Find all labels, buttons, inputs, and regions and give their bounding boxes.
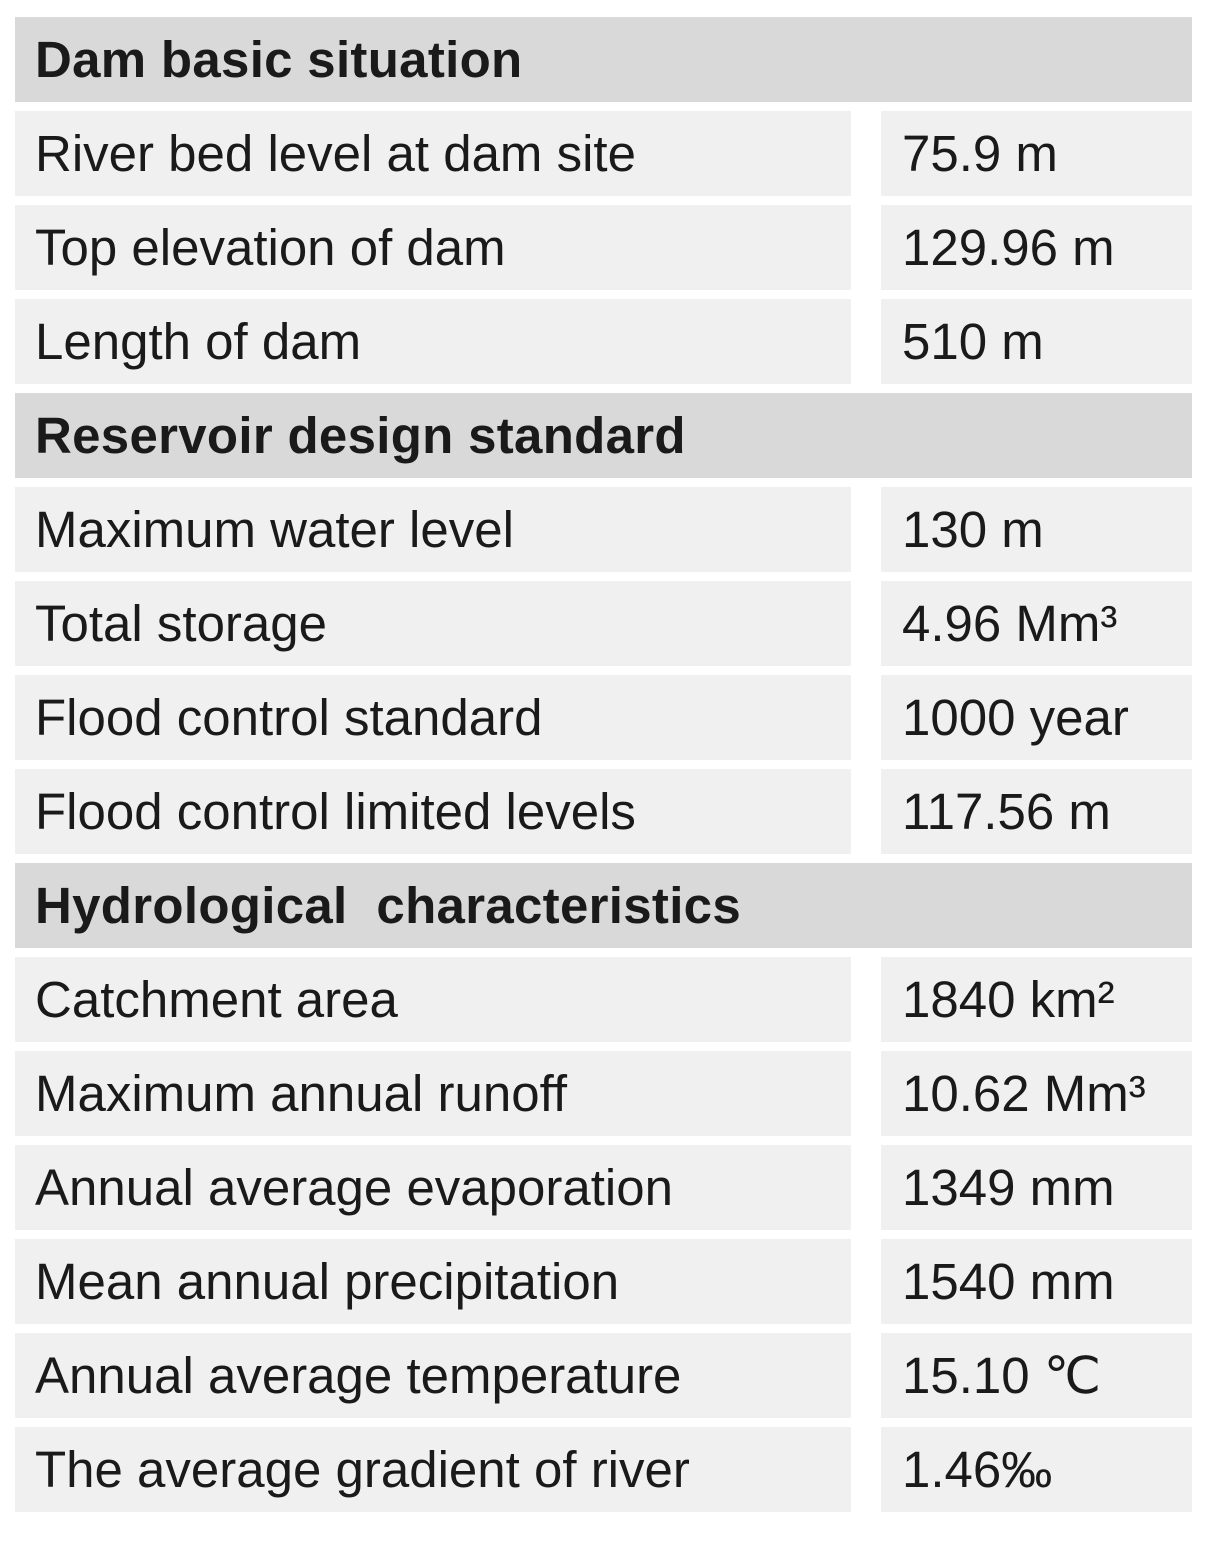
table-row (15, 1333, 1192, 1418)
row-label: Flood control limited levels (15, 769, 851, 854)
row-value: 117.56 m (881, 769, 1192, 854)
row-value: 129.96 m (881, 205, 1192, 290)
dam-data-table (15, 17, 1192, 1521)
table-row (15, 675, 1192, 760)
table-row (15, 299, 1192, 384)
row-label: The average gradient of river (15, 1427, 851, 1512)
row-label: Catchment area (15, 957, 851, 1042)
row-value: 15.10 ℃ (881, 1333, 1192, 1418)
row-label: Maximum water level (15, 487, 851, 572)
table-row (15, 487, 1192, 572)
row-label: Length of dam (15, 299, 851, 384)
row-value: 10.62 Mm³ (881, 1051, 1192, 1136)
row-label: River bed level at dam site (15, 111, 851, 196)
table-row (15, 205, 1192, 290)
row-value: 4.96 Mm³ (881, 581, 1192, 666)
row-label: Annual average evaporation (15, 1145, 851, 1230)
row-label: Total storage (15, 581, 851, 666)
section-header-reservoir-design: Reservoir design standard (15, 393, 1192, 478)
table-row (15, 957, 1192, 1042)
row-value: 1840 km² (881, 957, 1192, 1042)
row-value: 1.46‰ (881, 1427, 1192, 1512)
section-header-dam-basic: Dam basic situation (15, 17, 1192, 102)
table-row (15, 581, 1192, 666)
row-value: 1349 mm (881, 1145, 1192, 1230)
row-label: Maximum annual runoff (15, 1051, 851, 1136)
row-value: 75.9 m (881, 111, 1192, 196)
row-label: Top elevation of dam (15, 205, 851, 290)
table-row (15, 1051, 1192, 1136)
row-value: 1540 mm (881, 1239, 1192, 1324)
table-row (15, 1427, 1192, 1512)
table-row (15, 1145, 1192, 1230)
row-label: Annual average temperature (15, 1333, 851, 1418)
row-value: 510 m (881, 299, 1192, 384)
table-row (15, 111, 1192, 196)
row-label: Flood control standard (15, 675, 851, 760)
table-row (15, 769, 1192, 854)
row-label: Mean annual precipitation (15, 1239, 851, 1324)
section-header-hydrological: Hydrological characteristics (15, 863, 1192, 948)
table-row (15, 1239, 1192, 1324)
row-value: 1000 year (881, 675, 1192, 760)
row-value: 130 m (881, 487, 1192, 572)
